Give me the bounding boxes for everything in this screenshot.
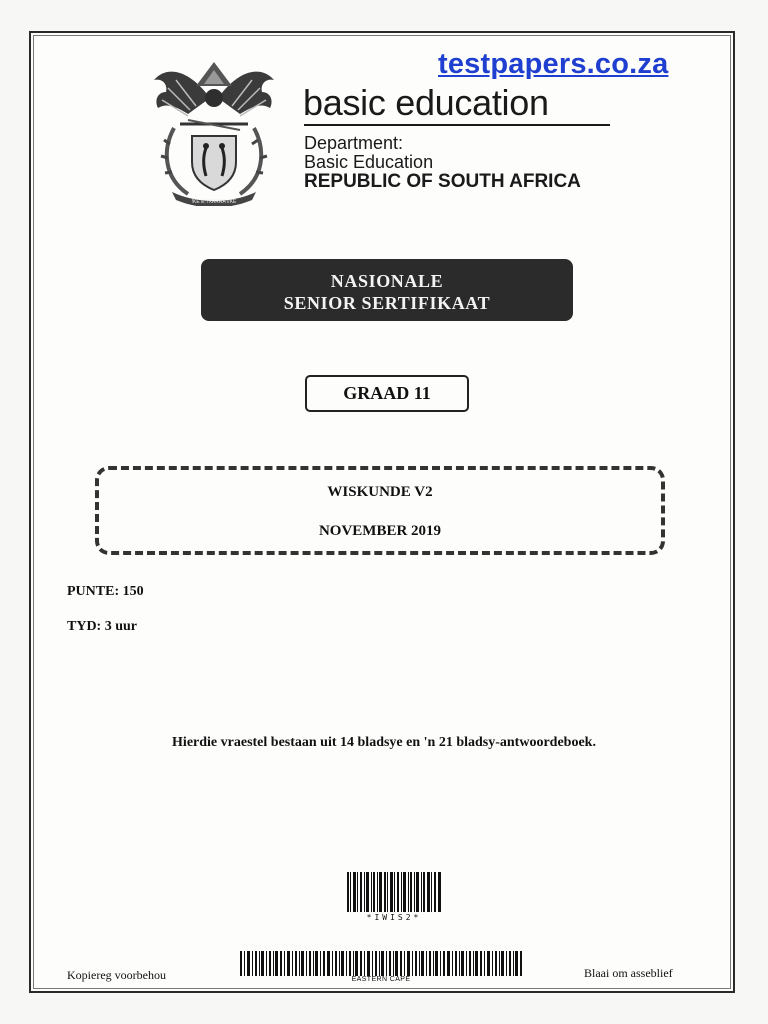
page-count-note: Hierdie vraestel bestaan uit 14 bladsye en 'n 21 bladsy-antwoordeboek. bbox=[172, 735, 596, 750]
crest-motto: !KE E: /XARRA //KE bbox=[191, 199, 237, 205]
barcode-small-icon bbox=[347, 872, 441, 912]
department-name: Basic Education bbox=[304, 152, 434, 172]
barcode-large-label: EASTERN CAPE bbox=[351, 976, 411, 983]
exam-session: NOVEMBER 2019 bbox=[318, 523, 442, 539]
brand-divider bbox=[304, 124, 610, 126]
department-label: Department: bbox=[304, 133, 404, 153]
turn-over-notice: Blaai om asseblief bbox=[584, 966, 673, 980]
certificate-line-2: SENIOR SERTIFIKAAT bbox=[283, 293, 491, 313]
total-marks: PUNTE: 150 bbox=[67, 584, 144, 599]
barcode-large-icon bbox=[240, 951, 522, 976]
certificate-line-1: NASIONALE bbox=[330, 271, 444, 291]
exam-duration: TYD: 3 uur bbox=[67, 619, 138, 634]
subject-box bbox=[95, 466, 665, 555]
country-name: REPUBLIC OF SOUTH AFRICA bbox=[304, 171, 581, 192]
barcode-small-label: *IWIS2* bbox=[366, 913, 422, 922]
coat-of-arms-icon bbox=[148, 58, 280, 206]
brand-title: basic education bbox=[303, 82, 549, 123]
site-link[interactable]: testpapers.co.za bbox=[438, 48, 669, 80]
subject-name: WISKUNDE V2 bbox=[327, 484, 433, 500]
copyright-notice: Kopiereg voorbehou bbox=[67, 968, 166, 982]
grade-label: GRAAD 11 bbox=[305, 375, 469, 412]
certificate-banner bbox=[201, 259, 573, 321]
